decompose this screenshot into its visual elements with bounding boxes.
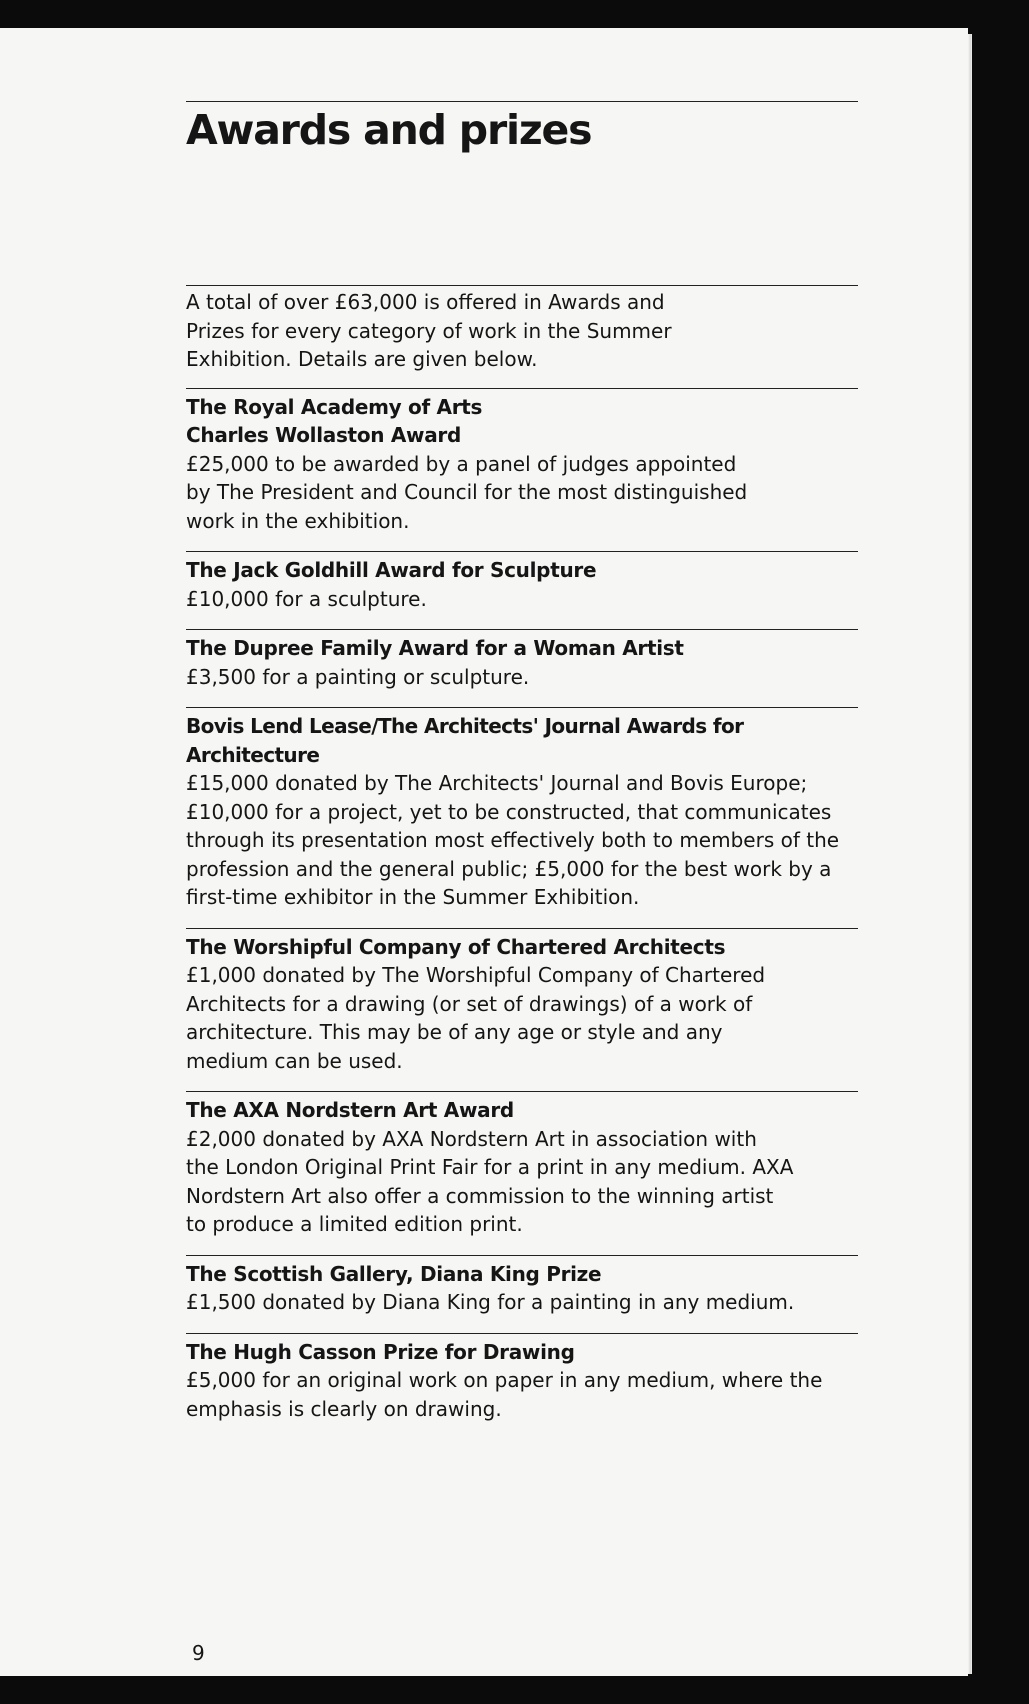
award-name: The Worshipful Company of Chartered Architects: [186, 934, 726, 959]
award-section: [186, 708, 858, 928]
award-description: £10,000 for a sculpture.: [186, 586, 427, 611]
award-description: £25,000 to be awarded by a panel of judges appointed by The President and Council for the most distinguished work in the exhibition.: [186, 451, 748, 533]
award-description: £15,000 donated by The Architects' Journal and Bovis Europe; £10,000 for a project, yet to be constructed, that communicates through its presentation most effectively both to members of the profession and the general public; £5,000 for the best work by a first-time exhibitor in the Summer Exhibition.: [186, 771, 840, 910]
award-section: [186, 630, 858, 707]
title-rule: [186, 101, 858, 102]
award-name: The Jack Goldhill Award for Sculpture: [186, 558, 597, 583]
page-title: Awards and prizes: [186, 106, 592, 154]
award-name: The Dupree Family Award for a Woman Artist: [186, 636, 684, 661]
award-section: [186, 1334, 858, 1440]
award-name: The AXA Nordstern Art Award: [186, 1098, 514, 1123]
award-name: The Royal Academy of Arts: [186, 394, 483, 419]
award-description: £1,000 donated by The Worshipful Company of Chartered Architects for a drawing (or set of drawings) of a work of architecture. This may be of any age or style and any medium can be used.: [186, 963, 766, 1073]
award-section: [186, 389, 858, 552]
award-section: [186, 1092, 858, 1255]
award-description: £3,500 for a painting or sculpture.: [186, 664, 530, 689]
award-description: £2,000 donated by AXA Nordstern Art in association with the London Original Print Fair for a print in any medium. AXA Nordstern Art also offer a commission to the winning artist to produce a limited edition print.: [186, 1126, 794, 1237]
award-section: [186, 929, 858, 1092]
document-page: [0, 28, 968, 1676]
award-description: £5,000 for an original work on paper in any medium, where the emphasis is clearly on drawing.: [186, 1368, 823, 1421]
award-section: [186, 1256, 858, 1333]
award-name: The Scottish Gallery, Diana King Prize: [186, 1261, 602, 1286]
intro-text: A total of over £63,000 is offered in Awards and Prizes for every category of work in the Summer Exhibition. Details are given below.: [186, 290, 672, 372]
award-name: The Hugh Casson Prize for Drawing: [186, 1339, 575, 1364]
award-name-line2: Charles Wollaston Award: [186, 423, 461, 448]
award-name: Bovis Lend Lease/The Architects' Journal Awards for Architecture: [186, 714, 744, 767]
page-number: 9: [192, 1641, 205, 1665]
award-description: £1,500 donated by Diana King for a painting in any medium.: [186, 1290, 795, 1315]
award-section: [186, 552, 858, 629]
page-content: [186, 101, 858, 1439]
